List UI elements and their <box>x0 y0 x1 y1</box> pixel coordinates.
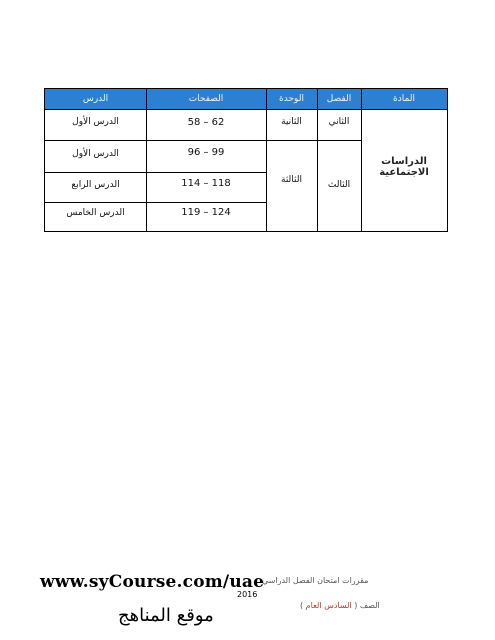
exam-syllabus-table <box>44 88 448 232</box>
unit-cell: الثانية <box>281 117 302 127</box>
grid-line <box>266 89 267 231</box>
pages-cell: 58 – 62 <box>187 117 225 128</box>
header-lesson: الدرس <box>82 94 109 104</box>
footer-year: 2016 <box>237 590 258 599</box>
unit-cell: الثالثة <box>281 175 302 185</box>
lesson-cell: الدرس الأول <box>72 149 119 159</box>
header-unit: الوحدة <box>279 94 304 104</box>
header-term: الفصل <box>326 94 352 104</box>
subject-cell: الدراسات الاجتماعية <box>379 156 429 178</box>
pages-cell: 96 – 99 <box>187 147 225 158</box>
grid-line <box>45 140 361 141</box>
lesson-cell: الدرس الرابع <box>71 180 120 190</box>
term-cell: الثالث <box>327 180 351 190</box>
grade-suffix: ) <box>300 601 304 610</box>
pages-cell: 114 – 118 <box>181 178 231 189</box>
arabic-site-name: موقع المناهج <box>118 605 214 626</box>
grid-line <box>317 89 318 231</box>
header-pages: الصفحات <box>188 94 224 104</box>
table-header-row <box>45 89 447 110</box>
grid-line <box>45 172 266 173</box>
pages-cell: 119 – 124 <box>181 207 231 218</box>
grid-line <box>45 202 266 203</box>
lesson-cell: الدرس الأول <box>72 117 119 127</box>
grade-value: السادس العام <box>305 601 352 610</box>
header-subject: المادة <box>393 94 415 104</box>
footer-title: مقررات امتحان الفصل الدراسي <box>262 576 369 585</box>
lesson-cell: الدرس الخامس <box>66 208 125 218</box>
website-watermark: www.syCourse.com/uae <box>40 572 265 592</box>
grade-prefix: الصف ( <box>354 601 380 610</box>
footer-grade <box>300 601 380 610</box>
term-cell: الثاني <box>328 117 350 127</box>
